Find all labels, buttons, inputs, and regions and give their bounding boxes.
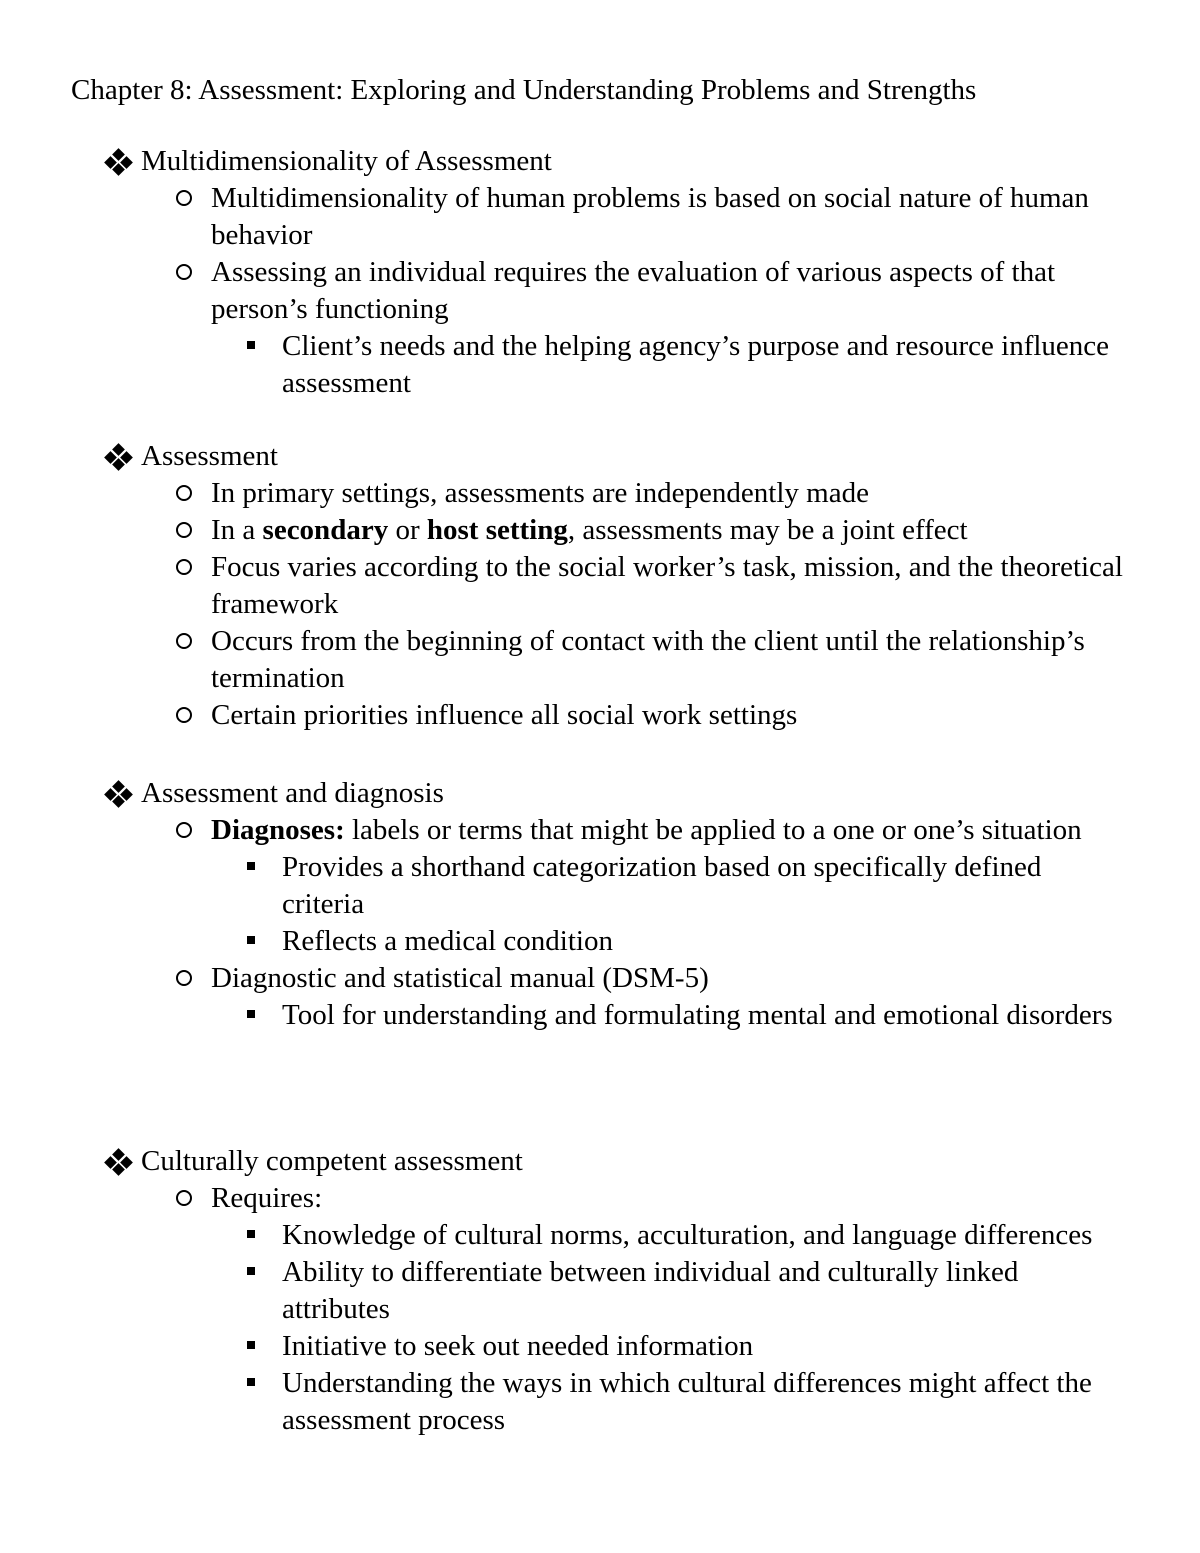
circle-bullet-icon [176, 254, 192, 291]
bold-term: Diagnoses: [211, 814, 345, 846]
sub-list-item [0, 1254, 1200, 1328]
section-culturally-competent [0, 1143, 1200, 1439]
item-text: Multidimensionality of human problems is based on social nature of human behavior [211, 182, 1089, 251]
item-text: Client’s needs and the helping agency’s purpose and resource influence assessment [282, 330, 1110, 399]
diamond-bullet-icon [106, 143, 136, 180]
list-item [0, 512, 1200, 549]
list-item [0, 254, 1200, 328]
list-item [0, 697, 1200, 734]
item-text: Provides a shorthand categorization based on specifically defined criteria [282, 851, 1042, 920]
diamond-bullet-icon [106, 1143, 136, 1180]
diamond-bullet-icon [106, 775, 136, 812]
circle-bullet-icon [176, 623, 192, 660]
heading-text: Culturally competent assessment [141, 1145, 523, 1177]
section-heading [0, 1143, 1200, 1180]
circle-bullet-icon [176, 1180, 192, 1217]
bold-term: secondary [262, 514, 389, 546]
sub-list-item [0, 328, 1200, 402]
section-heading [0, 775, 1200, 812]
circle-bullet-icon [176, 549, 192, 586]
item-text: Occurs from the beginning of contact with the client until the relationship’s termination [211, 625, 1085, 694]
item-text: In primary settings, assessments are independently made [211, 477, 869, 509]
section-heading [0, 143, 1200, 180]
sub-list-item [0, 923, 1200, 960]
item-text: Focus varies according to the social worker’s task, mission, and the theoretical framework [211, 551, 1123, 620]
square-bullet-icon [247, 997, 255, 1034]
circle-bullet-icon [176, 512, 192, 549]
item-text: Certain priorities influence all social work settings [211, 699, 798, 731]
sub-list-item [0, 1217, 1200, 1254]
circle-bullet-icon [176, 697, 192, 734]
list-item [0, 180, 1200, 254]
square-bullet-icon [247, 1254, 255, 1291]
item-text: Knowledge of cultural norms, acculturation, and language differences [282, 1219, 1093, 1251]
sub-list-item [0, 849, 1200, 923]
section-assessment-diagnosis [0, 775, 1200, 1034]
list-item [0, 812, 1200, 849]
item-text: In a [211, 514, 263, 546]
item-text: Ability to differentiate between individual and culturally linked attributes [282, 1256, 1019, 1325]
circle-bullet-icon [176, 475, 192, 512]
sub-list-item [0, 997, 1200, 1034]
sub-list-item [0, 1328, 1200, 1365]
item-text: Initiative to seek out needed information [282, 1330, 754, 1362]
item-text: Diagnostic and statistical manual (DSM-5) [211, 962, 709, 994]
item-text: Assessing an individual requires the evaluation of various aspects of that person’s functioning [211, 256, 1056, 325]
item-text: Understanding the ways in which cultural differences might affect the assessment process [282, 1367, 1092, 1436]
list-item [0, 549, 1200, 623]
sub-list-item [0, 1365, 1200, 1439]
section-heading [0, 438, 1200, 475]
heading-text: Assessment [141, 440, 278, 472]
section-assessment [0, 438, 1200, 734]
square-bullet-icon [247, 1217, 255, 1254]
circle-bullet-icon [176, 180, 192, 217]
heading-text: Multidimensionality of Assessment [141, 145, 552, 177]
item-text: Requires: [211, 1182, 323, 1214]
item-text: labels or terms that might be applied to a one or one’s situation [344, 814, 1082, 846]
page-title: Chapter 8: Assessment: Exploring and Understanding Problems and Strengths [71, 74, 977, 106]
section-multidimensionality [0, 143, 1200, 402]
heading-text: Assessment and diagnosis [141, 777, 444, 809]
list-item [0, 1180, 1200, 1217]
circle-bullet-icon [176, 812, 192, 849]
square-bullet-icon [247, 923, 255, 960]
square-bullet-icon [247, 328, 255, 365]
list-item [0, 623, 1200, 697]
bold-term: host setting [426, 514, 568, 546]
list-item [0, 475, 1200, 512]
list-item [0, 960, 1200, 997]
square-bullet-icon [247, 849, 255, 886]
diamond-bullet-icon [106, 438, 136, 475]
square-bullet-icon [247, 1365, 255, 1402]
square-bullet-icon [247, 1328, 255, 1365]
item-text: Reflects a medical condition [282, 925, 613, 957]
item-text: or [388, 514, 427, 546]
item-text: , assessments may be a joint effect [567, 514, 968, 546]
circle-bullet-icon [176, 960, 192, 997]
item-text: Tool for understanding and formulating mental and emotional disorders [282, 999, 1113, 1031]
